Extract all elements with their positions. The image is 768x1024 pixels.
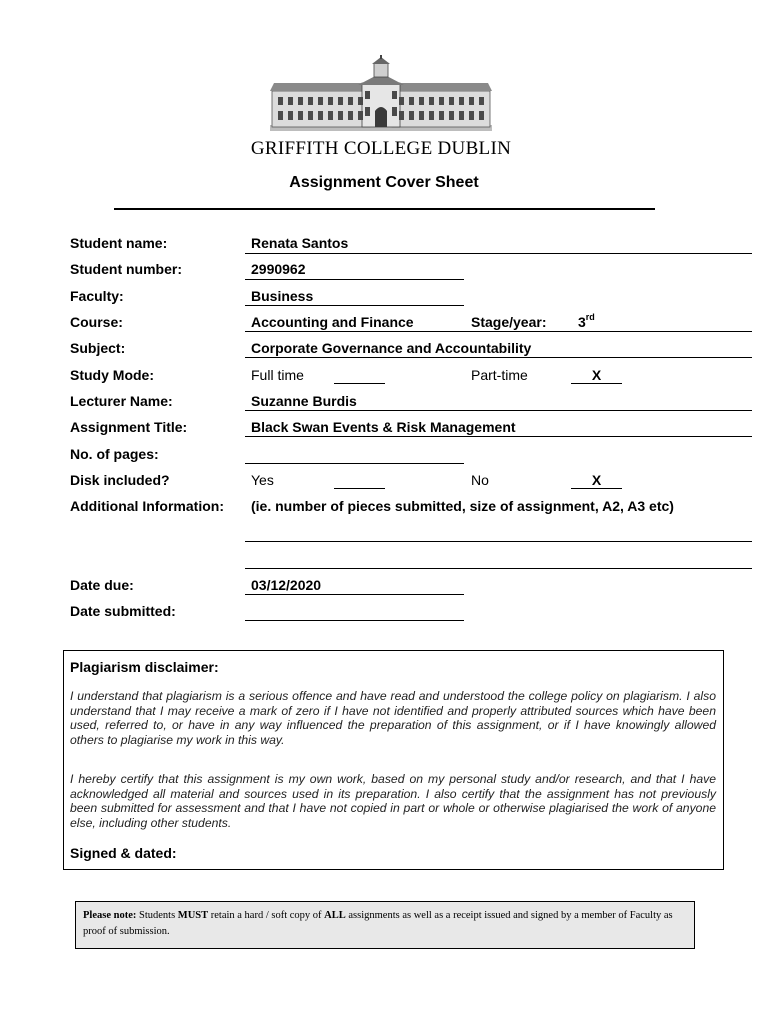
part-time-option: Part-time bbox=[471, 367, 528, 383]
note-all: ALL bbox=[324, 910, 346, 921]
part-time-line bbox=[571, 383, 622, 384]
student-number-label: Student number: bbox=[70, 261, 182, 277]
page-title: Assignment Cover Sheet bbox=[289, 174, 479, 191]
assignment-title-line bbox=[245, 436, 752, 437]
stage-year-label: Stage/year: bbox=[471, 314, 547, 330]
lecturer-name-label: Lecturer Name: bbox=[70, 393, 173, 409]
additional-info-line-1 bbox=[245, 541, 752, 542]
study-mode-label: Study Mode: bbox=[70, 367, 154, 383]
student-number-line bbox=[245, 279, 464, 280]
lecturer-name-value: Suzanne Burdis bbox=[251, 393, 357, 409]
note-text-3: assignments as well as a receipt issued and signed by a member of Faculty as proof of submission. bbox=[83, 910, 673, 937]
college-name: GRIFFITH COLLEGE DUBLIN bbox=[250, 138, 512, 159]
note-must: MUST bbox=[177, 910, 209, 921]
student-name-line bbox=[245, 253, 752, 254]
disclaimer-paragraph-1: I understand that plagiarism is a serious offence and have read and understood the college policy on plagiarism. I also understand that I may receive a mark of zero if I have not identified and properly attributed sources which have been used, referred to, or have in any way influenced the preparation of this assignment, or if I have knowingly allowed others to plagiarise my work in this way. bbox=[70, 689, 716, 747]
disclaimer-heading: Plagiarism disclaimer: bbox=[70, 659, 219, 675]
plagiarism-disclaimer-box bbox=[63, 650, 724, 870]
additional-info-line-2 bbox=[245, 568, 752, 569]
disk-no-line bbox=[571, 488, 622, 489]
subject-label: Subject: bbox=[70, 340, 126, 356]
course-value: Accounting and Finance bbox=[251, 314, 414, 330]
disk-no-mark: X bbox=[591, 472, 602, 488]
assignment-title-label: Assignment Title: bbox=[70, 419, 188, 435]
date-due-value: 03/12/2020 bbox=[251, 577, 322, 593]
student-name-label: Student name: bbox=[70, 235, 168, 251]
disclaimer-paragraph-2: I hereby certify that this assignment is my own work, based on my personal study and/or research, and that I have acknowledged all material and sources used in its preparation. I also certify that the assignment has not previously been submitted for assessment and that I have not copied in part or whole or otherwise plagiarised the work of anyone else, including other students. bbox=[70, 772, 716, 830]
part-time-mark: X bbox=[591, 367, 602, 383]
assignment-title-value: Black Swan Events & Risk Management bbox=[251, 419, 516, 435]
note-lead: Please note: bbox=[83, 910, 137, 921]
disk-no-option: No bbox=[471, 472, 489, 488]
date-submitted-line bbox=[245, 620, 464, 621]
no-of-pages-label: No. of pages: bbox=[70, 446, 159, 462]
note-text-1: Students bbox=[136, 910, 178, 921]
course-line bbox=[245, 331, 752, 332]
disk-included-label: Disk included? bbox=[70, 472, 170, 488]
disk-yes-option: Yes bbox=[251, 472, 274, 488]
faculty-value: Business bbox=[251, 288, 314, 304]
submission-note bbox=[75, 901, 695, 949]
full-time-line bbox=[334, 383, 385, 384]
faculty-label: Faculty: bbox=[70, 288, 124, 304]
subject-value: Corporate Governance and Accountability bbox=[251, 340, 532, 356]
additional-info-value: (ie. number of pieces submitted, size of assignment, A2, A3 etc) bbox=[251, 498, 674, 514]
no-of-pages-line bbox=[245, 463, 464, 464]
student-name-value: Renata Santos bbox=[251, 235, 349, 251]
date-due-line bbox=[245, 594, 464, 595]
disk-yes-line bbox=[334, 488, 385, 489]
note-text-2: retain a hard / soft copy of bbox=[208, 910, 325, 921]
subject-line bbox=[245, 357, 752, 358]
faculty-line bbox=[245, 305, 464, 306]
lecturer-name-line bbox=[245, 410, 752, 411]
date-due-label: Date due: bbox=[70, 577, 134, 593]
signed-dated-label: Signed & dated: bbox=[70, 845, 177, 861]
date-submitted-label: Date submitted: bbox=[70, 603, 176, 619]
title-divider bbox=[114, 208, 655, 210]
additional-info-label: Additional Information: bbox=[70, 498, 224, 514]
course-label: Course: bbox=[70, 314, 123, 330]
stage-year-value: 3rd bbox=[578, 312, 595, 330]
student-number-value: 2990962 bbox=[251, 261, 306, 277]
full-time-option: Full time bbox=[251, 367, 304, 383]
